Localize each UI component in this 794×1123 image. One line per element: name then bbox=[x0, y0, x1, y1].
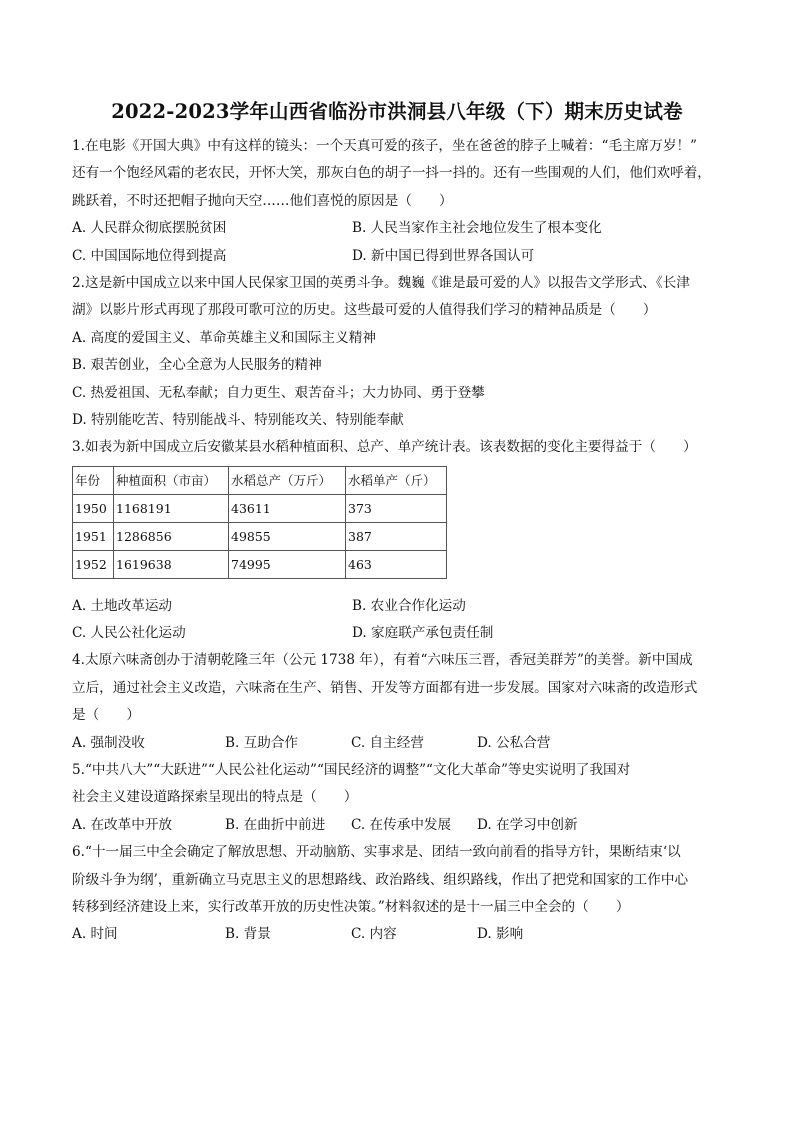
table-header-cell: 水稻单产（斤） bbox=[346, 466, 447, 494]
options-row bbox=[72, 812, 732, 839]
table-row bbox=[73, 522, 447, 550]
options-row bbox=[72, 593, 732, 620]
option-a: A. 人民群众彻底摆脱贫困 bbox=[72, 220, 227, 237]
option-a: A. 土地改革运动 bbox=[72, 597, 173, 614]
table-cell: 43611 bbox=[229, 494, 346, 522]
table-cell: 1950 bbox=[73, 494, 114, 522]
options-row bbox=[72, 215, 732, 242]
option-a: A. 时间 bbox=[72, 926, 118, 943]
statistics-table bbox=[72, 466, 447, 579]
question-1 bbox=[72, 133, 732, 270]
option-d: D. 特别能吃苦、特别能战斗、特别能攻关、特别能奉献 bbox=[72, 411, 404, 428]
option-b: B. 人民当家作主社会地位发生了根本变化 bbox=[352, 220, 602, 237]
options-row bbox=[72, 620, 732, 647]
table-header-cell: 水稻总产（万斤） bbox=[229, 466, 346, 494]
question-text-line: 跳跃着，不时还把帽子抛向天空……他们喜悦的原因是（ ） bbox=[72, 192, 453, 209]
option-d: D. 影响 bbox=[477, 926, 524, 943]
option-c: C. 中国国际地位得到提高 bbox=[72, 247, 227, 264]
option-a: A. 强制没收 bbox=[72, 734, 145, 751]
question-text-line: 3.如表为新中国成立后安徽某县水稻种植面积、总产、单产统计表。该表数据的变化主要得益于（ ） bbox=[72, 439, 697, 456]
table-header-cell: 种植面积（市亩） bbox=[114, 466, 229, 494]
question-3 bbox=[72, 434, 732, 647]
question-text-line: 阶级斗争为纲’，重新确立马克思主义的思想路线、政治路线、组织路线，作出了把党和国家的工作中心 bbox=[72, 871, 689, 888]
question-4 bbox=[72, 647, 732, 757]
option-b: B. 艰苦创业，全心全意为人民服务的精神 bbox=[72, 357, 322, 374]
page-title: 2022-2023学年山西省临汾市洪洞县八年级（下）期末历史试卷 bbox=[111, 100, 683, 123]
table-cell: 74995 bbox=[229, 550, 346, 578]
question-text-line: 转移到经济建设上来，实行改革开放的历史性决策。”材料叙述的是十一届三中全会的（ ） bbox=[72, 898, 630, 915]
table-header-row bbox=[73, 466, 447, 494]
question-text-line: 是（ ） bbox=[72, 707, 140, 724]
table-cell: 387 bbox=[346, 522, 447, 550]
table-cell: 1286856 bbox=[114, 522, 229, 550]
question-list bbox=[72, 133, 732, 949]
options-row bbox=[72, 921, 732, 948]
table-cell: 1951 bbox=[73, 522, 114, 550]
table-row bbox=[73, 550, 447, 578]
option-a: A. 高度的爱国主义、革命英雄主义和国际主义精神 bbox=[72, 329, 376, 346]
option-c: C. 热爱祖国、无私奉献；自力更生、艰苦奋斗；大力协同、勇于登攀 bbox=[72, 384, 485, 401]
option-c: C. 人民公社化运动 bbox=[72, 625, 186, 642]
table-cell: 1168191 bbox=[114, 494, 229, 522]
option-c: C. 自主经营 bbox=[351, 734, 424, 751]
table-cell: 1952 bbox=[73, 550, 114, 578]
question-text-line: 立后，通过社会主义改造，六味斋在生产、销售、开发等方面都有进一步发展。国家对六味斋的改造形式 bbox=[72, 679, 698, 696]
option-d: D. 新中国已得到世界各国认可 bbox=[352, 247, 535, 264]
option-b: B. 互助合作 bbox=[225, 734, 299, 751]
option-c: C. 在传承中发展 bbox=[351, 816, 452, 833]
question-text-line: 2.这是新中国成立以来中国人民保家卫国的英勇斗争。魏巍《谁是最可爱的人》以报告文学形式、《长津 bbox=[72, 274, 690, 291]
option-b: B. 农业合作化运动 bbox=[352, 597, 466, 614]
option-b: B. 在曲折中前进 bbox=[225, 816, 326, 833]
table-row bbox=[73, 494, 447, 522]
table-cell: 463 bbox=[346, 550, 447, 578]
option-b: B. 背景 bbox=[225, 926, 271, 943]
option-d: D. 在学习中创新 bbox=[477, 816, 578, 833]
option-a: A. 在改革中开放 bbox=[72, 816, 173, 833]
table-cell: 1619638 bbox=[114, 550, 229, 578]
question-2 bbox=[72, 270, 732, 434]
options-row bbox=[72, 730, 732, 757]
table-cell: 373 bbox=[346, 494, 447, 522]
question-text-line: 4.太原六味斋创办于清朝乾隆三年（公元 1738 年），有着“六味压三晋，香冠美群芳”的美誉。新中国成 bbox=[72, 652, 693, 669]
question-text-line: 湖》以影片形式再现了那段可歌可泣的历史。这些最可爱的人值得我们学习的精神品质是（ ） bbox=[72, 302, 657, 319]
question-text-line: 社会主义建设道路探索呈现出的特点是（ ） bbox=[72, 789, 358, 806]
options-row bbox=[72, 243, 732, 270]
option-d: D. 家庭联产承包责任制 bbox=[352, 625, 494, 642]
question-text-line: 6.“十一届三中全会确定了解放思想、开动脑筋、实事求是、团结一致向前看的指导方针，果断结束‘以 bbox=[72, 844, 681, 861]
question-5 bbox=[72, 757, 732, 839]
question-text-line: 5.“中共八大”“大跃进”“人民公社化运动”“国民经济的调整”“文化大革命”等史实说明了我国对 bbox=[72, 762, 631, 779]
question-6 bbox=[72, 839, 732, 949]
option-d: D. 公私合营 bbox=[477, 734, 551, 751]
question-text-line: 还有一个饱经风霜的老农民，开怀大笑，那灰白色的胡子一抖一抖的。还有一些围观的人们，他们欢呼着， bbox=[72, 165, 711, 182]
table-header-cell: 年份 bbox=[73, 466, 114, 494]
question-text-line: 1.在电影《开国大典》中有这样的镜头：一个天真可爱的孩子，坐在爸爸的脖子上喊着：“毛主席万岁！” bbox=[72, 138, 697, 154]
table-cell: 49855 bbox=[229, 522, 346, 550]
option-c: C. 内容 bbox=[351, 926, 397, 943]
